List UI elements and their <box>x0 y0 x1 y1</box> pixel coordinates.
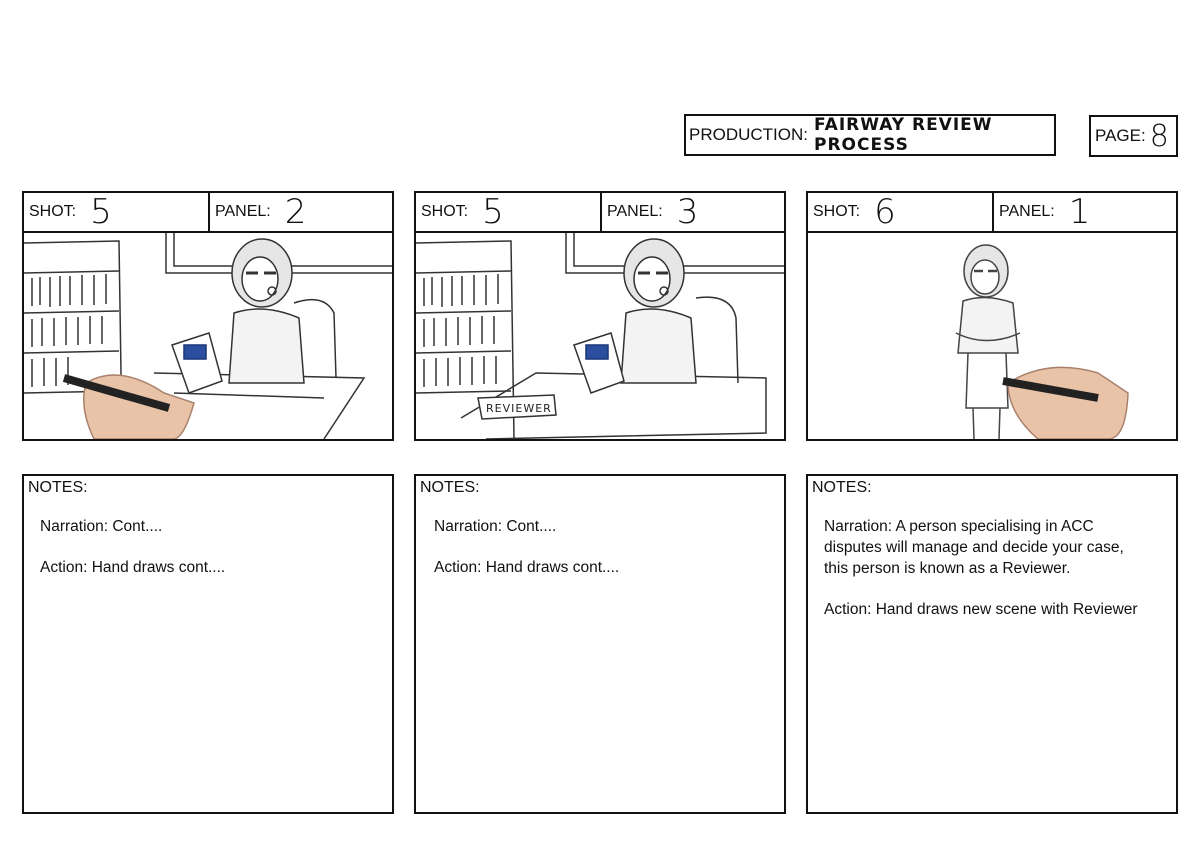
shot-number: 6 <box>874 192 896 232</box>
panel-cell <box>602 193 698 231</box>
notes-body <box>40 516 378 598</box>
panel-header <box>24 193 392 233</box>
action-text: Action: Hand draws new scene with Reviewer <box>824 601 1138 618</box>
panel-number: 2 <box>284 192 307 232</box>
panel-number: 1 <box>1068 192 1091 232</box>
sketch-frame <box>24 233 392 439</box>
notes-body <box>824 516 1146 640</box>
sketch-frame <box>808 233 1176 439</box>
page-box <box>1089 115 1178 157</box>
production-label: PRODUCTION: <box>689 125 808 144</box>
notes-box-1 <box>22 474 394 814</box>
shot-cell <box>808 193 994 231</box>
page-label: PAGE: <box>1095 126 1146 145</box>
shot-label: SHOT: <box>813 203 861 220</box>
storyboard-panel-1 <box>22 191 394 441</box>
production-box <box>684 114 1056 156</box>
panel-cell <box>994 193 1090 231</box>
panel-number: 3 <box>676 192 699 232</box>
action-text: Action: Hand draws cont.... <box>434 559 620 576</box>
shot-label: SHOT: <box>421 203 469 220</box>
sketch-office-reviewer <box>416 233 784 439</box>
panel-label: PANEL: <box>999 203 1055 220</box>
shot-cell <box>24 193 210 231</box>
storyboard-panel-3 <box>806 191 1178 441</box>
action-text: Action: Hand draws cont.... <box>40 559 226 576</box>
sketch-standing-reviewer <box>808 233 1176 439</box>
panel-cell <box>210 193 306 231</box>
notes-label: NOTES: <box>28 479 88 496</box>
sketch-frame <box>416 233 784 439</box>
shot-number: 5 <box>90 192 112 232</box>
notes-label: NOTES: <box>420 479 480 496</box>
narration-text: Narration: A person specialising in ACC disputes will manage and decide your case, this person is known as a Reviewer. <box>824 518 1124 577</box>
notes-box-2 <box>414 474 786 814</box>
notes-box-3 <box>806 474 1178 814</box>
sketch-office-desk <box>24 233 392 439</box>
production-title: FAIRWAY REVIEW PROCESS <box>814 115 993 155</box>
storyboard-panel-2 <box>414 191 786 441</box>
shot-label: SHOT: <box>29 203 77 220</box>
page-number: 8 <box>1149 118 1169 154</box>
narration-text: Narration: Cont.... <box>40 518 163 535</box>
panel-header <box>416 193 784 233</box>
notes-body <box>434 516 770 598</box>
shot-cell <box>416 193 602 231</box>
notes-label: NOTES: <box>812 479 872 496</box>
narration-text: Narration: Cont.... <box>434 518 557 535</box>
panel-header <box>808 193 1176 233</box>
panel-label: PANEL: <box>215 203 271 220</box>
desk-nameplate: REVIEWER <box>486 402 552 415</box>
panel-label: PANEL: <box>607 203 663 220</box>
shot-number: 5 <box>482 192 504 232</box>
